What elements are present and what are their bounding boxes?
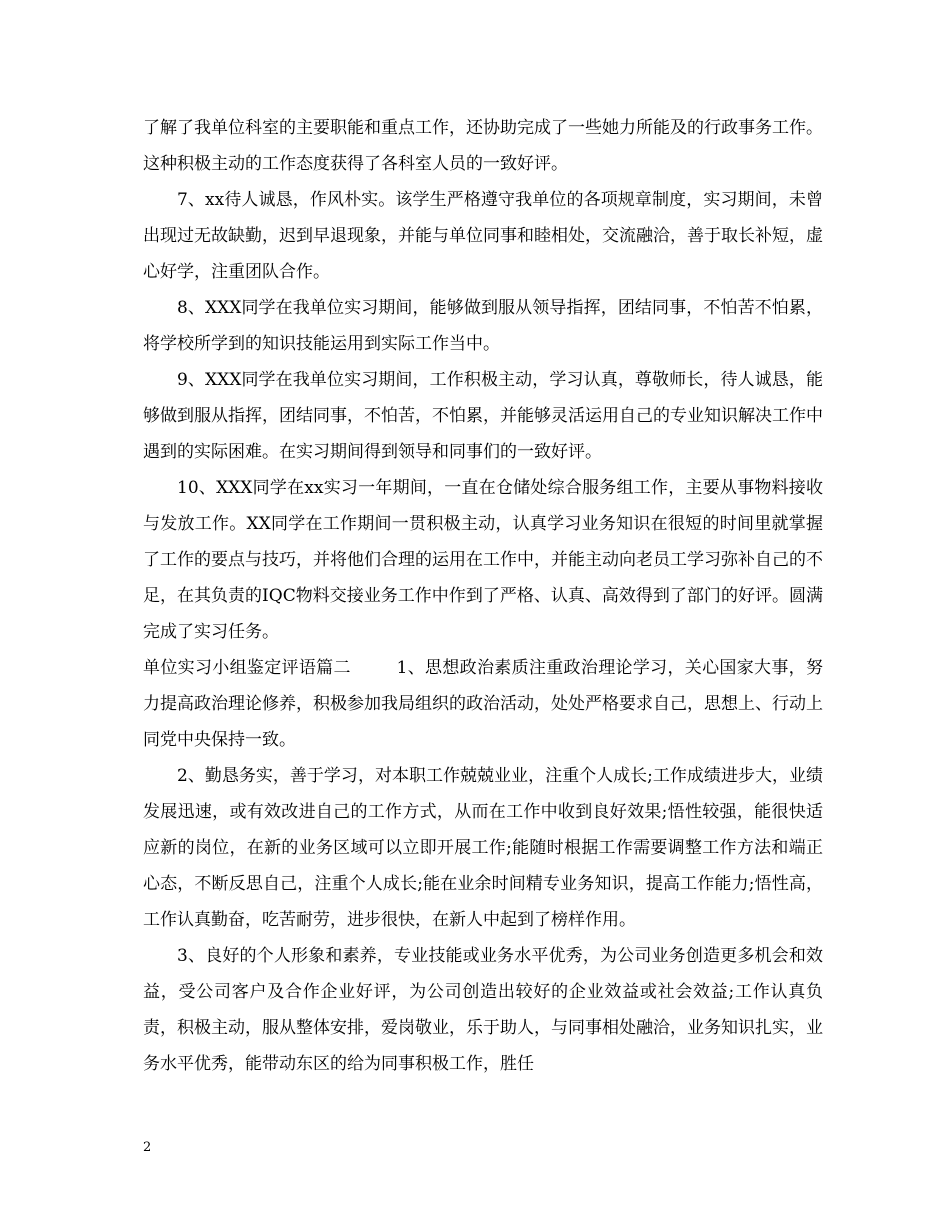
section-item-1: 1、思想政治素质注重政治理论学习，关心国家大事，努力提高政治理论修养，积极参加我局组织的政治活动，处处严格要求自己，思想上、行动上同党中央保持一致。 bbox=[143, 658, 823, 750]
section-heading: 单位实习小组鉴定评语篇二 bbox=[143, 658, 351, 678]
paragraph-item-7: 7、xx待人诚恳，作风朴实。该学生严格遵守我单位的各项规章制度，实习期间，未曾出现过无故缺勤，迟到早退现象，并能与单位同事和睦相处，交流融洽，善于取长补短，虚心好学，注重团队合作。 bbox=[143, 190, 823, 282]
section-item-3: 3、良好的个人形象和素养，专业技能或业务水平优秀，为公司业务创造更多机会和效益，受公司客户及合作企业好评，为公司创造出较好的企业效益或社会效益;工作认真负责，积极主动，服从整体安排，爱岗敬业，乐于助人，与同事相处融洽，业务知识扎实，业务水平优秀，能带动东区的给为同事积极工作，胜任 bbox=[143, 946, 823, 1074]
section-item-2: 2、勤恳务实，善于学习，对本职工作兢兢业业，注重个人成长;工作成绩进步大，业绩发展迅速，或有效改进自己的工作方式，从而在工作中收到良好效果;悟性较强，能很快适应新的岗位，在新的业务区域可以立即开展工作;能随时根据工作需要调整工作方法和端正心态，不断反思自己，注重个人成长;能在业余时间精专业务知识，提高工作能力;悟性高，工作认真勤奋，吃苦耐劳，进步很快，在新人中起到了榜样作用。 bbox=[143, 766, 823, 930]
document-body bbox=[143, 110, 823, 1082]
paragraph-item-8: 8、XXX同学在我单位实习期间，能够做到服从领导指挥，团结同事，不怕苦不怕累，将学校所学到的知识技能运用到实际工作当中。 bbox=[143, 298, 823, 354]
page-number: 2 bbox=[143, 1140, 152, 1155]
paragraph-item-9: 9、XXX同学在我单位实习期间，工作积极主动，学习认真，尊敬师长，待人诚恳，能够做到服从指挥，团结同事，不怕苦，不怕累，并能够灵活运用自己的专业知识解决工作中遇到的实际困难。在实习期间得到领导和同事们的一致好评。 bbox=[143, 370, 823, 462]
heading-spacer bbox=[351, 658, 397, 678]
paragraph: 了解了我单位科室的主要职能和重点工作，还协助完成了一些她力所能及的行政事务工作。这种积极主动的工作态度获得了各科室人员的一致好评。 bbox=[143, 118, 823, 174]
section-paragraph-2 bbox=[143, 650, 823, 758]
paragraph-item-10: 10、XXX同学在xx实习一年期间，一直在仓储处综合服务组工作，主要从事物料接收与发放工作。XX同学在工作期间一贯积极主动，认真学习业务知识在很短的时间里就掌握了工作的要点与技巧，并将他们合理的运用在工作中，并能主动向老员工学习弥补自己的不足，在其负责的IQC物料交接业务工作中作到了严格、认真、高效得到了部门的好评。圆满完成了实习任务。 bbox=[143, 478, 823, 642]
